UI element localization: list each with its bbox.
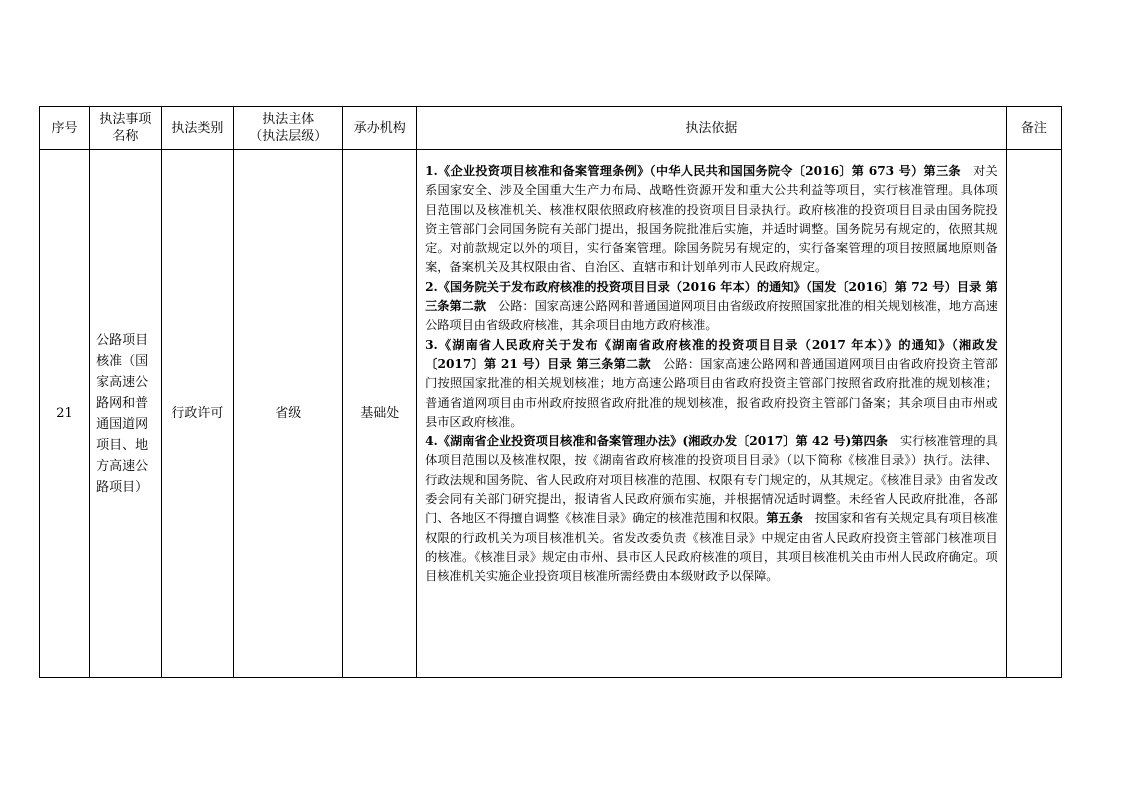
basis-clause-1-text: 对关系国家安全、涉及全国重大生产力布局、战略性资源开发和重大公共利益等项目，实行核准管理。具体项目范围以及核准机关、核准权限依照政府核准的投资项目目录执行。政府核准的投资项目目录由国务院投资主管部门会同国务院有关部门提出，报国务院批准后实施，并适时调整。国务院另有规定的，依照其规定。对前款规定以外的项目，实行备案管理。除国务院另有规定的，实行备案管理的项目按照属地原则备案，备案机关及其权限由省、自治区、直辖市和计划单列市人民政府规定。 — [425, 164, 998, 275]
header-item-name-line2: 名称 — [112, 129, 139, 144]
table-row — [40, 150, 1062, 678]
header-category: 执法类别 — [161, 107, 234, 150]
header-basis: 执法依据 — [417, 107, 1007, 150]
basis-clause-2 — [425, 278, 998, 336]
header-remark: 备注 — [1006, 107, 1061, 150]
basis-clause-4-title: 4.《湖南省企业投资项目核准和备案管理办法》(湘政办发〔2017〕第 42 号)第四条 — [425, 434, 888, 449]
row-org: 基础处 — [343, 150, 417, 678]
header-row — [40, 107, 1062, 150]
basis-clause-1-title: 1.《企业投资项目核准和备案管理条例》（中华人民共和国国务院令〔2016〕第 673 号）第三条 — [425, 164, 961, 178]
row-basis — [417, 150, 1007, 678]
header-seq: 序号 — [40, 107, 90, 150]
law-enforcement-table — [39, 106, 1062, 678]
header-subject-line2: （执法层级） — [249, 129, 328, 144]
basis-clause-4 — [425, 432, 998, 586]
header-subject-line1: 执法主体 — [262, 112, 315, 127]
basis-clause-4-title2: 第五条 — [766, 511, 803, 526]
row-seq: 21 — [40, 150, 90, 678]
basis-clause-2-title: 2.《国务院关于发布政府核准的投资项目目录（2016 年本）的通知》（国发〔2016〕第 72 号）目录 第三条第二款 — [425, 279, 998, 314]
basis-clause-4-text: 实行核准管理的具体项目范围以及核准权限，按《湖南省政府核准的投资项目目录》（以下简称《核准目录》）执行。法律、行政法规和国务院、省人民政府对项目核准的范围、权限有专门规定的，从其规定。《核准目录》由省发改委会同有关部门研究提出，报请省人民政府颁布实施，并根据情况适时调整。未经省人民政府批准，各部门、各地区不得擅自调整《核准目录》确定的核准范围和权限。 — [425, 434, 998, 526]
row-remark — [1006, 150, 1061, 678]
basis-clause-2-text: 公路：国家高速公路网和普通国道网项目由省级政府按照国家批准的相关规划核准，地方高速公路项目由省级政府核准，其余项目由地方政府核准。 — [425, 299, 998, 333]
header-org: 承办机构 — [343, 107, 417, 150]
row-category: 行政许可 — [161, 150, 234, 678]
header-item-name-line1: 执法事项 — [99, 112, 152, 127]
basis-clause-3-text: 公路：国家高速公路网和普通国道网项目由省政府投资主管部门按照国家批准的相关规划核准；地方高速公路项目由省政府投资主管部门按照省政府批准的规划核准；普通省道网项目由市州政府按照省政府批准的规划核准，报省政府投资主管部门备案；其余项目由市州或县市区政府核准。 — [425, 356, 998, 429]
basis-clause-3 — [425, 336, 998, 432]
header-subject — [234, 107, 343, 150]
basis-clause-1 — [425, 162, 998, 278]
basis-clause-4-text2: 按国家和省有关规定具有项目核准权限的行政机关为项目核准机关。省发改委负责《核准目录》中规定由省人民政府投资主管部门核准项目的核准。《核准目录》规定由市州、县市区人民政府核准的项目，其项目核准机关由市州人民政府确定。项目核准机关实施企业投资项目核准所需经费由本级财政予以保障。 — [425, 511, 998, 584]
basis-clause-3-title: 3.《湖南省人民政府关于发布《湖南省政府核准的投资项目目录（2017 年本）》的通知》（湘政发〔2017〕第 21 号）目录 第三条第二款 — [425, 337, 998, 371]
row-item-name: 公路项目核准（国家高速公路网和普通国道网项目、地方高速公路项目） — [90, 150, 162, 678]
header-item-name — [90, 107, 162, 150]
row-level: 省级 — [234, 150, 343, 678]
